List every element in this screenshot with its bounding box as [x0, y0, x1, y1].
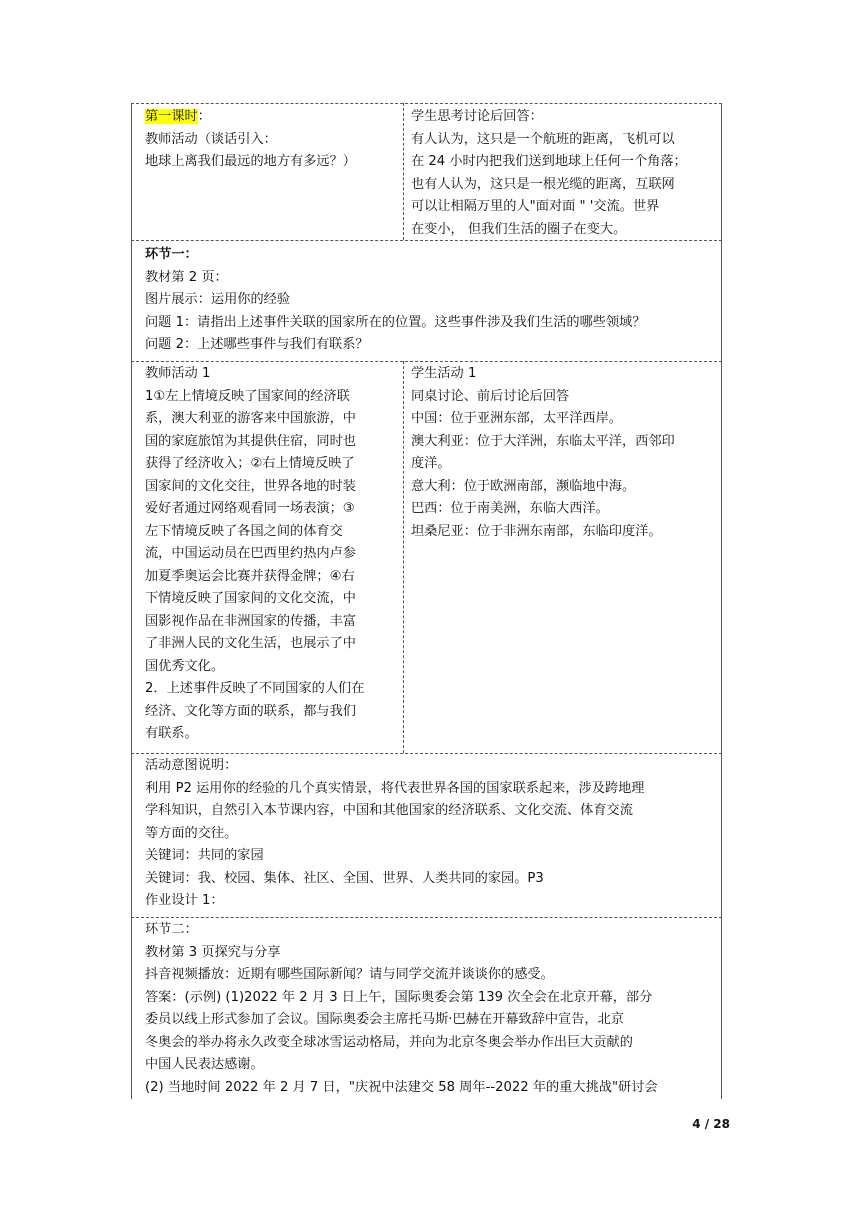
text-line: 关键词：共同的家园: [145, 848, 264, 863]
text-line: 了非洲人民的文化生活，也展示了中: [145, 636, 356, 651]
text-line: 经济、文化等方面的联系，都与我们: [145, 703, 356, 719]
text-line: 答案：(示例) (1)2022 年 2 月 3 日上午，国际奥委会第 139 次全会在北京开幕，部分: [145, 989, 653, 1005]
text-line: 学生思考讨论后回答：: [411, 109, 543, 124]
text-line: 教材第 3 页探究与分享: [145, 944, 281, 960]
teacher-activity-cell: [145, 363, 400, 746]
lesson-heading: 第一课时：: [145, 109, 211, 124]
text-line: 国家间的文化交往，世界各地的时装: [145, 478, 356, 494]
text-line: 巴西：位于南美洲，东临大西洋。: [411, 501, 609, 516]
text-line: 关键词：我、校园、集体、社区、全国、世界、人类共同的家园。P3: [145, 870, 544, 886]
text-line: 国的家庭旅馆为其提供住宿，同时也: [145, 433, 356, 449]
text-line: 图片展示：运用你的经验: [145, 292, 291, 307]
text-line: 1①左上情境反映了国家间的经济联: [145, 388, 350, 404]
activity-intent-cell: [145, 755, 717, 913]
teacher-intro-cell: [145, 106, 400, 174]
text-line: 澳大利亚：位于大洋洲，东临太平洋，西邻印: [411, 433, 675, 449]
row-divider: [131, 753, 722, 754]
text-line: 意大利：位于欧洲南部，濒临地中海。: [411, 478, 636, 494]
text-line: 在 24 小时内把我们送到地球上任何一个角落；: [411, 154, 687, 169]
text-line: 教师活动（谈话引入：: [145, 131, 277, 147]
lesson-label: 第一课时: [145, 109, 198, 124]
text-line: (2) 当地时间 2022 年 2 月 7 日，"庆祝中法建交 58 周年--2022 年的重大挑战"研讨会: [145, 1079, 658, 1095]
section-two-cell: [145, 919, 719, 1099]
text-line: 等方面的交往。: [145, 825, 238, 841]
text-line: 可以让相隔万里的人"面对面 " '交流。世界: [411, 199, 660, 214]
text-line: 有联系。: [145, 726, 198, 741]
text-line: 中国人民表达感谢。: [145, 1057, 264, 1072]
text-line: 教材第 2 页：: [145, 269, 228, 285]
text-line: 有人认为，这只是一个航班的距离，飞机可以: [411, 131, 675, 147]
text-line: 国优秀文化。: [145, 658, 225, 674]
text-line: 委员以线上形式参加了会议。国际奥委会主席托马斯·巴赫在开幕致辞中宣告，北京: [145, 1012, 624, 1027]
text-line: 中国：位于亚洲东部，太平洋西岸。: [411, 411, 622, 426]
section-title: 环节二：: [145, 922, 198, 937]
text-line: 2．上述事件反映了不同国家的人们在: [145, 681, 365, 696]
text-line: 冬奥会的举办将永久改变全球冰雪运动格局，并向为北京冬奥会举办作出巨大贡献的: [145, 1034, 633, 1050]
text-line: 获得了经济收入；②右上情境反映了: [145, 456, 355, 471]
text-line: 抖音视频播放：近期有哪些国际新闻？请与同学交流并谈谈你的感受。: [145, 967, 554, 982]
text-line: 加夏季奥运会比赛并获得金牌；④右: [145, 568, 355, 584]
page-number: 4 / 28: [692, 1117, 730, 1131]
text-line: 问题 2：上述哪些事件与我们有联系？: [145, 337, 369, 352]
text-line: 利用 P2 运用你的经验的几个真实情景，将代表世界各国的国家联系起来，涉及跨地理: [145, 780, 645, 796]
text-line: 同桌讨论、前后讨论后回答: [411, 388, 570, 404]
text-line: 爱好者通过网络观看同一场表演；③: [145, 501, 355, 516]
text-line: 教师活动 1: [145, 366, 211, 381]
row-divider: [131, 361, 722, 362]
text-line: 流，中国运动员在巴西里约热内卢参: [145, 546, 356, 561]
row-divider: [131, 917, 722, 918]
column-divider: [403, 103, 404, 240]
text-line: 坦桑尼亚：位于非洲东南部，东临印度洋。: [411, 523, 662, 539]
text-line: 活动意图说明：: [145, 758, 238, 773]
section-one-cell: [145, 244, 717, 357]
text-line: 问题 1：请指出上述事件关联的国家所在的位置。这些事件涉及我们生活的哪些领域？: [145, 314, 646, 330]
text-line: 作业设计 1：: [145, 893, 224, 908]
column-divider: [403, 361, 404, 753]
text-line: 下情境反映了国家间的文化交流，中: [145, 591, 356, 606]
text-line: 度洋。: [411, 456, 451, 471]
text-line: 学生活动 1: [411, 366, 477, 381]
text-line: 国影视作品在非洲国家的传播，丰富: [145, 613, 356, 629]
text-line: 系，澳大利亚的游客来中国旅游，中: [145, 411, 356, 426]
text-line: 也有人认为，这只是一根光缆的距离，互联网: [411, 176, 675, 192]
text-line: 学科知识，自然引入本节课内容，中国和其他国家的经济联系、文化交流、体育交流: [145, 803, 633, 818]
lesson-plan-table: [131, 103, 722, 1100]
text-line: 左下情境反映了各国之间的体育交: [145, 523, 343, 539]
student-activity-cell: [411, 363, 717, 543]
student-answer-cell: [411, 106, 717, 241]
text-line: 在变小， 但我们生活的圈子在变大。: [411, 221, 627, 237]
text-line: 地球上离我们最远的地方有多远？）: [145, 154, 356, 169]
section-title: 环节一：: [145, 247, 198, 262]
